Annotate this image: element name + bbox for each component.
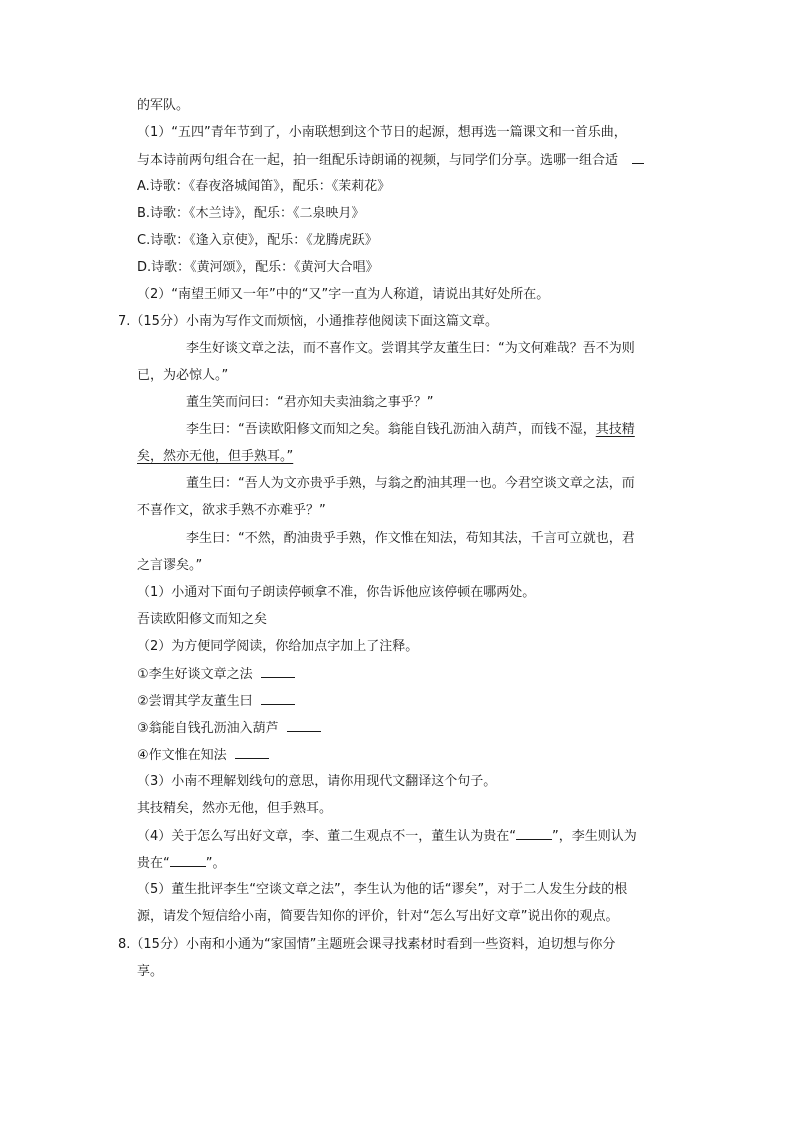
q8-line1: 8.（15分）小南和小通为“家国情”主题班会课寻找素材时看到一些资料，迫切想与你分 [118,937,616,952]
q6-sub2: （2）“南望王师又一年”中的“又”字一直为人称道，请说出其好处所在。 [137,287,550,302]
q7-sub3-question: （3）小南不理解划线句的意思，请你用现代文翻译这个句子。 [137,774,497,789]
q7-passage-p5-line2: 之言谬矣。” [137,558,203,573]
answer-blank [235,746,269,759]
q7-stem: 7.（15分）小南为写作文而烦恼，小通推荐他阅读下面这篇文章。 [118,314,498,329]
q7-passage-p3-line1 [186,421,635,439]
q7-passage-p2: 董生笑而问曰：“君亦知夫卖油翁之事乎？” [186,395,434,410]
q7-sub4-line1 [137,827,637,846]
q7-sub5-line2: 源，请发个短信给小南，简要告知你的评价，针对“怎么写出好文章”说出你的观点。 [137,909,619,924]
q7-sub2-item-2 [137,692,295,711]
answer-blank [287,719,321,732]
q6-sub1-line2-text: 与本诗前两句组合在一起，拍一组配乐诗朗诵的视频，与同学们分享。选哪一组合适 [137,153,619,168]
q7-passage-p1-line1: 李生好谈文章之法，而不喜作文。尝谓其学友董生曰：“为文何难哉？吾不为则 [186,341,635,356]
q7-passage-p4-line1: 董生曰：“吾人为文亦贵乎手熟，与翁之酌油其理一也。今君空谈文章之法，而 [186,476,635,491]
q6-sub1-line2 [137,151,644,170]
q7-passage-p4-line2: 不喜作文，欲求手熟不亦难乎？” [137,503,326,518]
q7-sub2-item-1-text: ①李生好谈文章之法 [137,667,253,682]
q7-sub5-line1: （5）董生批评李生“空谈文章之法”，李生认为他的话“谬矣”，对于二人发生分歧的根 [137,882,628,897]
q7-sub2-item-3-text: ③翁能自钱孔沥油入葫芦 [137,721,279,736]
q7-sub4-text-b: ”，李生则认为 [552,829,637,844]
q7-sub4-text-c: 贵在“ [137,856,170,871]
q6-line-end: 的军队。 [137,98,190,113]
q7-sub2-item-4 [137,746,269,765]
q7-passage-p1-line2: 已，为必惊人。” [137,368,229,383]
q7-sub2-question: （2）为方便同学阅读，你给加点字加上了注释。 [137,639,419,654]
q6-option-b: B.诗歌：《木兰诗》，配乐：《二泉映月》 [137,206,365,221]
answer-blank [261,665,295,678]
q6-option-d: D.诗歌：《黄河颂》，配乐：《黄河大合唱》 [137,260,379,275]
answer-blank [261,692,295,705]
q8-line2: 享。 [137,964,164,979]
q7-sub2-item-1 [137,665,295,684]
q6-option-c: C.诗歌：《逢入京使》，配乐：《龙腾虎跃》 [137,233,378,248]
q7-sub4-text-a: （4）关于怎么写出好文章，李、董二生观点不一，董生认为贵在“ [137,829,517,844]
q7-sub1-sentence: 吾读欧阳修文而知之矣 [137,612,268,627]
answer-blank [516,827,552,840]
q7-sub4-line2 [137,854,226,873]
q7-sub3-sentence: 其技精矣，然亦无他，但手熟耳。 [137,801,333,816]
underlined-sentence-part1: 其技精 [595,422,635,437]
q7-sub2-item-3 [137,719,321,738]
q6-sub1-line1: （1）“五四”青年节到了，小南联想到这个节日的起源，想再选一篇课文和一首乐曲， [137,125,627,140]
q7-sub1-question: （1）小通对下面句子朗读停顿拿不准，你告诉他应该停顿在哪两处。 [137,585,536,600]
q7-sub2-item-4-text: ④作文惟在知法 [137,748,227,763]
q7-passage-p5-line1: 李生曰：“不然，酌油贵乎手熟，作文惟在知法，苟知其法，千言可立就也，君 [186,531,635,546]
q7-passage-p3-line1-a: 李生曰：“吾读欧阳修文而知之矣。翁能自钱孔沥油入葫芦，而钱不湿， [186,422,596,437]
answer-blank [632,151,644,164]
q7-sub2-item-2-text: ②尝谓其学友董生曰 [137,694,253,709]
answer-blank [170,854,206,867]
q7-sub4-text-d: ”。 [205,856,226,871]
underlined-sentence-part2: 矣，然亦无他，但手熟耳。” [137,449,294,464]
q6-option-a: A.诗歌：《春夜洛城闻笛》，配乐：《茉莉花》 [137,179,391,194]
